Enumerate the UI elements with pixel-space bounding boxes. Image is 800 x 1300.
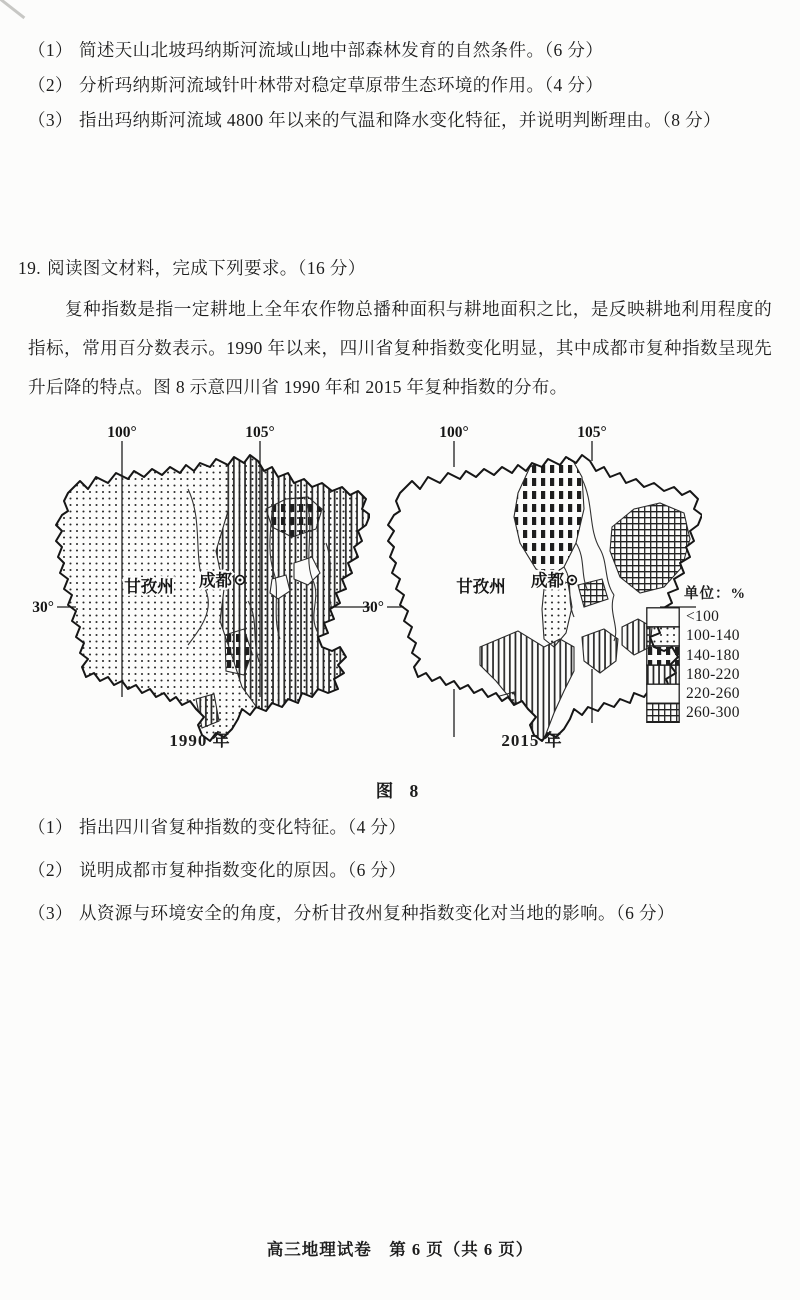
scan-artifact [0, 0, 25, 19]
question-text: 指出四川省复种指数的变化特征。（4 分） [78, 817, 407, 837]
district-boundary [612, 595, 615, 641]
question-19-subquestions [28, 806, 675, 935]
legend-swatch-grid [647, 703, 679, 722]
question-item [28, 68, 721, 103]
question-number: （2） [28, 860, 73, 880]
legend-range: 260-300 [686, 704, 740, 722]
lat-30-label: 30° [32, 599, 54, 616]
region-180-220 [582, 629, 618, 673]
city-label: 成都 [531, 571, 564, 590]
question-number: （2） [28, 75, 73, 95]
legend-swatches [646, 607, 680, 723]
legend-swatch-blank [647, 684, 679, 703]
question-item [28, 103, 721, 138]
prefecture-label: 甘孜州 [124, 577, 174, 596]
question-text: 说明成都市复种指数变化的原因。（6 分） [78, 860, 407, 880]
region-180-220 [480, 631, 574, 741]
figure-caption: 图 8 [375, 781, 425, 801]
map-caption-1990: 1990 年 [169, 731, 231, 750]
question-intro: 阅读图文材料，完成下列要求。（16 分） [47, 258, 366, 278]
question-number: （1） [28, 817, 73, 837]
lon-105-label: 105° [577, 424, 607, 441]
page-footer: 高三地理试卷 第 6 页（共 6 页） [266, 1240, 534, 1259]
region-140-180 [514, 455, 584, 575]
lon-105-label: 105° [245, 424, 275, 441]
legend-swatch-blank [647, 608, 679, 627]
lat-30-label: 30° [362, 599, 384, 616]
legend-labels [686, 607, 740, 723]
city-label: 成都 [199, 571, 232, 590]
map-caption-2015: 2015 年 [501, 731, 563, 750]
district-boundary [582, 479, 614, 595]
question-item [28, 849, 675, 892]
question-item [28, 806, 675, 849]
question-item [28, 33, 721, 68]
question-number: 19. [18, 258, 42, 278]
legend-range: 180-220 [686, 665, 740, 683]
figure-8 [0, 421, 800, 766]
legend-range: 100-140 [686, 627, 740, 645]
question-number: （3） [28, 903, 73, 923]
question-item [28, 892, 675, 935]
question-19-header [18, 255, 366, 280]
question-18-subquestions [28, 33, 721, 138]
region-260-300 [610, 503, 690, 593]
map-1990-regions [36, 451, 370, 751]
legend-range: <100 [686, 608, 720, 625]
question-text: 简述天山北坡玛纳斯河流域山地中部森林发育的自然条件。（6 分） [78, 40, 604, 60]
question-text: 指出玛纳斯河流域 4800 年以来的气温和降水变化特征，并说明判断理由。（8 分） [78, 110, 721, 130]
legend-title: 单位：% [684, 586, 746, 602]
legend-range: 220-260 [686, 685, 740, 703]
region-260-300 [578, 579, 608, 607]
legend-swatch-dashes [647, 646, 679, 665]
question-number: （3） [28, 110, 73, 130]
question-number: （1） [28, 40, 73, 60]
legend-range: 140-180 [686, 646, 740, 664]
map-1990 [30, 421, 370, 757]
legend-swatch-dots [647, 627, 679, 646]
city-marker-icon [568, 576, 577, 585]
legend-swatch-vlines [647, 665, 679, 684]
question-text: 从资源与环境安全的角度，分析甘孜州复种指数变化对当地的影响。（6 分） [78, 903, 675, 923]
city-marker-icon [236, 576, 245, 585]
question-text: 分析玛纳斯河流域针叶林带对稳定草原带生态环境的作用。（4 分） [78, 75, 604, 95]
lon-100-label: 100° [107, 424, 137, 441]
prefecture-label: 甘孜州 [456, 577, 506, 596]
lon-100-label: 100° [439, 424, 469, 441]
legend [646, 582, 796, 723]
question-19-paragraph: 复种指数是指一定耕地上全年农作物总播种面积与耕地面积之比，是反映耕地利用程度的指标，常用百分数表示。1990 年以来，四川省复种指数变化明显，其中成都市复种指数呈现先升后降的特点。图 8 示意四川省 1990 年和 2015 年复种指数的分布。 [28, 299, 772, 397]
